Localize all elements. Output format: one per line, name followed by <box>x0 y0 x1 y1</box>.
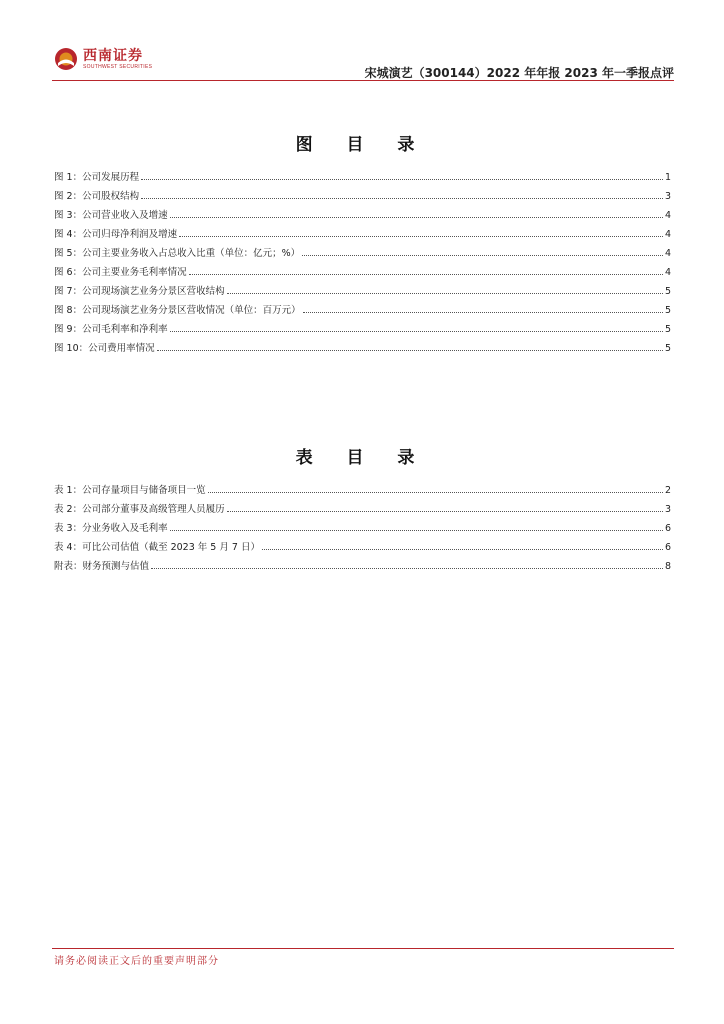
toc-entry-page: 5 <box>664 324 671 335</box>
toc-dot-leader <box>302 254 663 256</box>
toc-dot-leader <box>227 292 663 294</box>
toc-dot-leader <box>170 529 663 531</box>
toc-entry[interactable] <box>54 321 671 340</box>
toc-dot-leader <box>227 510 663 512</box>
toc-dot-leader <box>170 216 663 218</box>
toc-entry-label: 图 1：公司发展历程 <box>54 172 140 183</box>
toc-entry-label: 表 3：分业务收入及毛利率 <box>54 523 168 534</box>
figures-toc-list <box>54 169 671 359</box>
toc-dot-leader <box>141 197 663 199</box>
toc-entry-page: 4 <box>664 229 671 240</box>
toc-entry-page: 5 <box>664 343 671 354</box>
toc-entry-label: 附表：财务预测与估值 <box>54 561 150 572</box>
toc-entry-label: 图 5：公司主要业务收入占总收入比重（单位：亿元；%） <box>54 248 301 259</box>
toc-dot-leader <box>262 548 663 550</box>
toc-entry-page: 3 <box>664 504 671 515</box>
toc-entry-label: 图 6：公司主要业务毛利率情况 <box>54 267 187 278</box>
toc-entry-page: 1 <box>664 172 671 183</box>
toc-entry-page: 2 <box>664 485 671 496</box>
toc-entry[interactable] <box>54 226 671 245</box>
toc-entry-page: 5 <box>664 305 671 316</box>
toc-entry-label: 表 1：公司存量项目与储备项目一览 <box>54 485 206 496</box>
toc-entry-label: 图 10：公司费用率情况 <box>54 343 155 354</box>
toc-dot-leader <box>141 178 663 180</box>
toc-entry[interactable] <box>54 501 671 520</box>
toc-dot-leader <box>157 349 663 351</box>
toc-entry-label: 表 4：可比公司估值（截至 2023 年 5 月 7 日） <box>54 542 260 553</box>
toc-entry-label: 图 9：公司毛利率和净利率 <box>54 324 168 335</box>
tables-toc-title: 表 目 录 <box>295 448 429 468</box>
toc-entry-label: 图 4：公司归母净利润及增速 <box>54 229 178 240</box>
logo-emblem-icon <box>54 47 78 71</box>
toc-entry-label: 图 3：公司营业收入及增速 <box>54 210 168 221</box>
logo-chinese-text: 西南证券 <box>83 47 143 64</box>
toc-entry-page: 8 <box>664 561 671 572</box>
toc-dot-leader <box>303 311 663 313</box>
toc-entry[interactable] <box>54 169 671 188</box>
toc-entry-page: 4 <box>664 210 671 221</box>
toc-entry[interactable] <box>54 245 671 264</box>
toc-dot-leader <box>151 567 663 569</box>
toc-entry[interactable] <box>54 264 671 283</box>
header-divider <box>52 80 674 81</box>
page-header <box>0 0 724 84</box>
toc-entry-label: 图 7：公司现场演艺业务分景区营收结构 <box>54 286 225 297</box>
toc-entry[interactable] <box>54 207 671 226</box>
toc-entry-page: 4 <box>664 267 671 278</box>
footer-divider <box>52 948 674 949</box>
toc-entry-page: 6 <box>664 542 671 553</box>
toc-entry-page: 3 <box>664 191 671 202</box>
toc-entry[interactable] <box>54 558 671 577</box>
toc-entry[interactable] <box>54 283 671 302</box>
toc-entry-label: 表 2：公司部分董事及高级管理人员履历 <box>54 504 225 515</box>
figures-toc-title: 图 目 录 <box>295 135 429 155</box>
toc-dot-leader <box>170 330 663 332</box>
toc-dot-leader <box>208 491 663 493</box>
report-title: 宋城演艺（300144）2022 年年报 2023 年一季报点评 <box>364 66 674 80</box>
toc-entry-label: 图 8：公司现场演艺业务分景区营收情况（单位：百万元） <box>54 305 301 316</box>
toc-entry[interactable] <box>54 302 671 321</box>
toc-entry[interactable] <box>54 520 671 539</box>
toc-dot-leader <box>189 273 663 275</box>
company-logo <box>54 44 152 74</box>
toc-entry[interactable] <box>54 188 671 207</box>
toc-entry[interactable] <box>54 539 671 558</box>
toc-entry-label: 图 2：公司股权结构 <box>54 191 140 202</box>
toc-dot-leader <box>179 235 663 237</box>
toc-entry[interactable] <box>54 340 671 359</box>
logo-english-text: SOUTHWEST SECURITIES <box>83 63 153 70</box>
tables-toc-list <box>54 482 671 577</box>
toc-entry-page: 6 <box>664 523 671 534</box>
toc-entry-page: 4 <box>664 248 671 259</box>
footer-disclaimer: 请务必阅读正文后的重要声明部分 <box>54 956 219 967</box>
toc-entry[interactable] <box>54 482 671 501</box>
toc-entry-page: 5 <box>664 286 671 297</box>
